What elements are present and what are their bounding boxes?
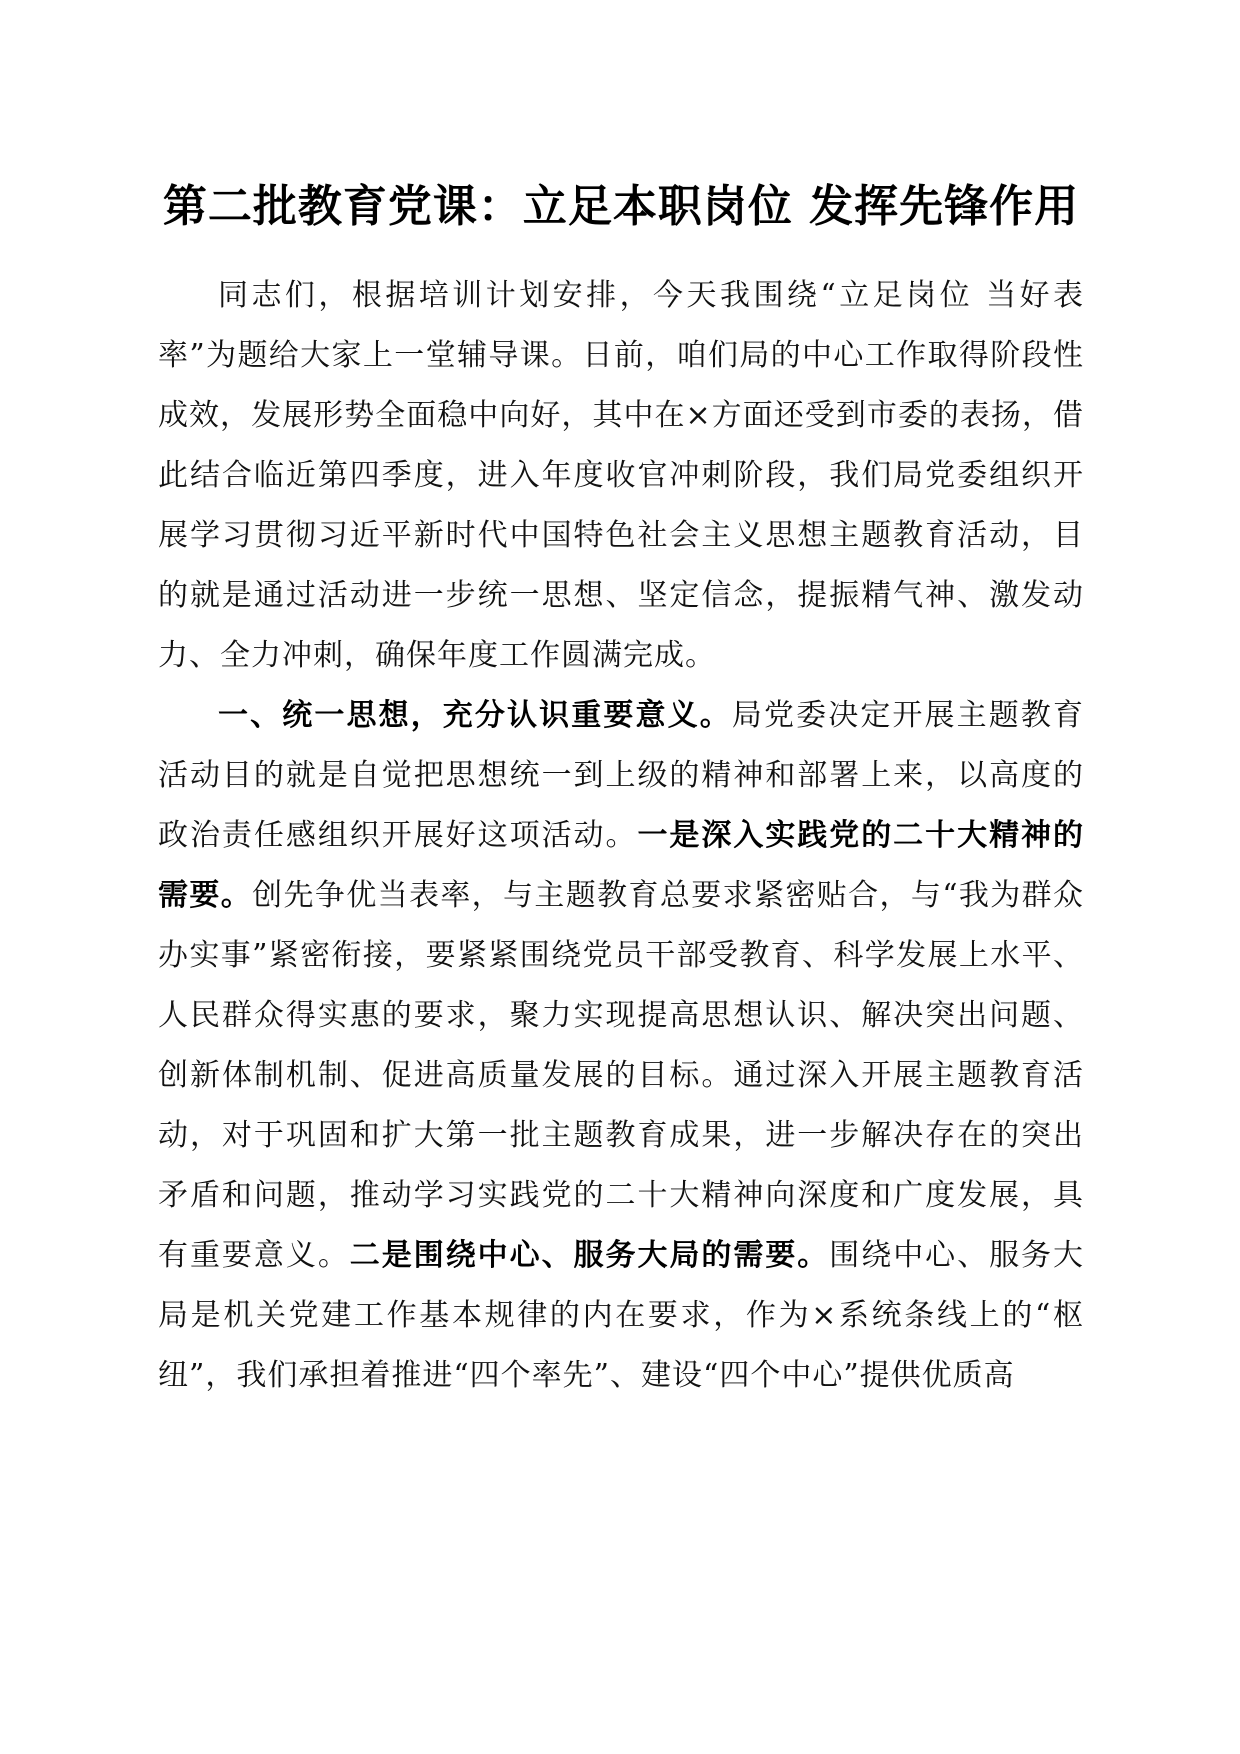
paragraph-intro xyxy=(158,266,1084,686)
document-body xyxy=(158,266,1084,1406)
point-heading-two: 二是围绕中心、服务大局的需要。 xyxy=(349,1238,830,1273)
point-heading-one: 一是深入实践党的二十大精神的需要。 xyxy=(158,818,1085,913)
text-run: 围绕中心、服务大局是机关党建工作基本规律的内在要求，作为×系统条线上的“枢纽”，我们承担着推进“四个率先”、建设“四个中心”提供优质高 xyxy=(158,1238,1085,1393)
section-heading: 一、统一思想，充分认识重要意义。 xyxy=(218,698,732,733)
paragraph-section-one xyxy=(158,686,1084,1406)
text-run: 创先争优当表率，与主题教育总要求紧密贴合，与“我为群众办实事”紧密衔接，要紧紧围绕党员干部受教育、科学发展上水平、人民群众得实惠的要求，聚力实现提高思想认识、解决突出问题、创新体制机制、促进高质量发展的目标。通过深入开展主题教育活动，对于巩固和扩大第一批主题教育成果，进一步解决存在的突出矛盾和问题，推动学习实践党的二十大精神向深度和广度发展，具有重要意义。 xyxy=(158,878,1084,1273)
text-run: 同志们，根据培训计划安排，今天我围绕“立足岗位 当好表率”为题给大家上一堂辅导课。日前，咱们局的中心工作取得阶段性成效，发展形势全面稳中向好，其中在×方面还受到市委的表扬，借此结合临近第四季度，进入年度收官冲刺阶段，我们局党委组织开展学习贯彻习近平新时代中国特色社会主义思想主题教育活动，目的就是通过活动进一步统一思想、坚定信念，提振精气神、激发动力、全力冲刺，确保年度工作圆满完成。 xyxy=(158,278,1084,673)
document-page xyxy=(158,178,1084,1406)
text-run: 局党委决定开展主题教育活动目的就是自觉把思想统一到上级的精神和部署上来，以高度的政治责任感组织开展好这项活动。 xyxy=(158,698,1085,853)
document-title: 第二批教育党课：立足本职岗位 发挥先锋作用 xyxy=(162,181,1080,232)
